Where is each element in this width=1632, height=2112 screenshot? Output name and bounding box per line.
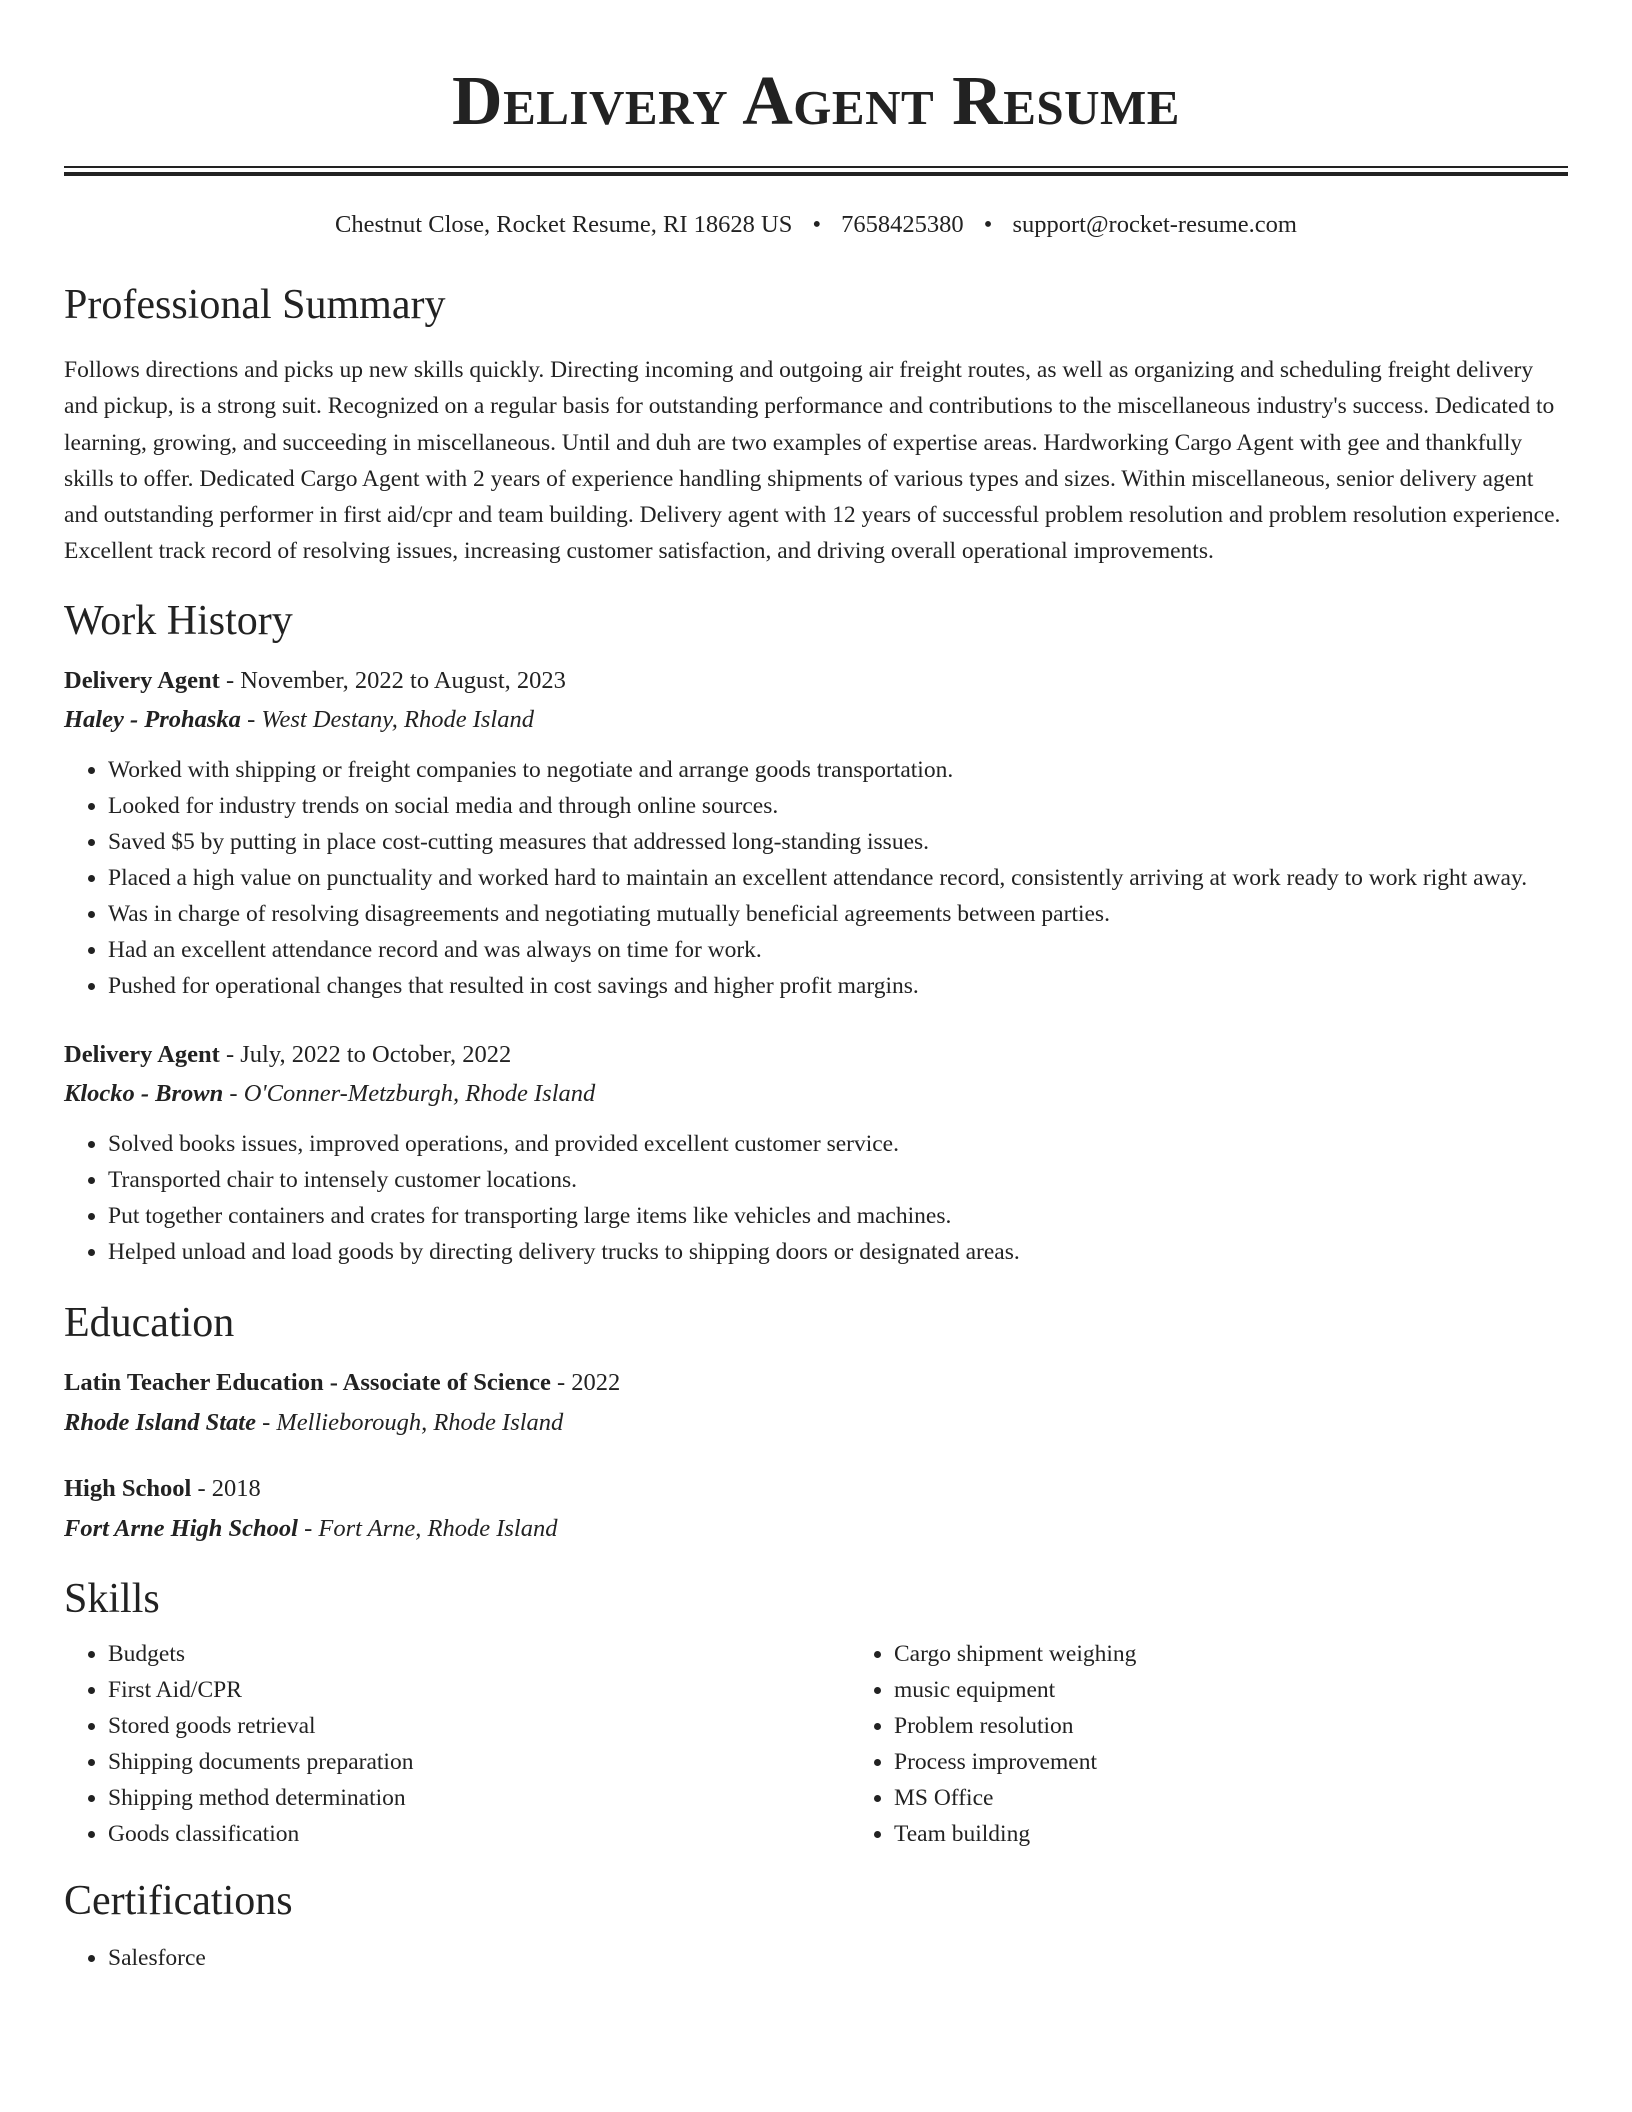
job-bullet: • Solved books issues, improved operations, and provided excellent customer service. (108, 1126, 1568, 1162)
job-entry (64, 1036, 1568, 1270)
job-bullet: • Placed a high value on punctuality and worked hard to maintain an excellent attendance record, consistently arriving at work ready to work right away. (108, 860, 1568, 896)
education-entry (64, 1470, 1568, 1550)
education-heading: Education (64, 1299, 235, 1346)
contact-separator: • (983, 211, 993, 238)
job-title-line (64, 1036, 1568, 1074)
education-location: - Mellieborough, Rhode Island (255, 1408, 564, 1436)
job-bullets (64, 1126, 1568, 1270)
job-entry (64, 662, 1568, 1004)
certifications-list (64, 1940, 1568, 1976)
job-title: Delivery Agent (64, 666, 220, 694)
skill-item: • First Aid/CPR (108, 1672, 850, 1708)
contact-address: Chestnut Close, Rocket Resume, RI 18628 US (335, 211, 793, 238)
summary-section (64, 280, 1568, 570)
job-bullet: • Transported chair to intensely customer locations. (108, 1162, 1568, 1198)
contact-email: support@rocket-resume.com (1012, 211, 1297, 238)
skill-item: • Stored goods retrieval (108, 1708, 850, 1744)
certifications-section (64, 1876, 1568, 1976)
skills-heading: Skills (64, 1575, 160, 1622)
skills-section (64, 1574, 1568, 1852)
job-bullets (64, 752, 1568, 1004)
summary-text: Follows directions and picks up new skills quickly. Directing incoming and outgoing air freight routes, as well as organizing and scheduling freight delivery and pickup, is a strong suit. Recognized on a regular basis for outstanding performance and contributions to the miscellaneous industry's success. Dedicated to learning, growing, and succeeding in miscellaneous. Until and duh are two examples of expertise areas. Hardworking Cargo Agent with gee and thankfully skills to offer. Dedicated Cargo Agent with 2 years of experience handling shipments of various types and sizes. Within miscellaneous, senior delivery agent and outstanding performer in first aid/cpr and team building. Delivery agent with 12 years of successful problem resolution and problem resolution experience. Excellent track record of resolving issues, increasing customer satisfaction, and driving overall operational improvements. (64, 357, 1561, 565)
education-school-line (64, 1402, 1568, 1444)
job-employer: Klocko - Brown (64, 1079, 224, 1107)
contact-phone: 7658425380 (841, 211, 964, 238)
education-location: - Fort Arne, Rhode Island (297, 1514, 558, 1542)
education-degree: High School (64, 1474, 192, 1502)
skills-grid (64, 1636, 1568, 1852)
education-school-line (64, 1508, 1568, 1550)
work-history-section (64, 596, 1568, 1270)
job-dates: - July, 2022 to October, 2022 (219, 1040, 512, 1068)
skill-item: • music equipment (894, 1672, 1632, 1708)
contact-line (64, 210, 1568, 240)
job-title-line (64, 662, 1568, 700)
education-degree-line (64, 1470, 1568, 1508)
certifications-heading: Certifications (64, 1877, 293, 1924)
job-location: - O'Conner-Metzburgh, Rhode Island (223, 1079, 596, 1107)
job-bullet: • Helped unload and load goods by directing delivery trucks to shipping doors or designated areas. (108, 1234, 1568, 1270)
skill-item: • Budgets (108, 1636, 850, 1672)
job-employer-line (64, 700, 1568, 740)
skill-item: • Process improvement (894, 1744, 1632, 1780)
job-bullet: • Pushed for operational changes that resulted in cost savings and higher profit margins. (108, 968, 1568, 1004)
job-bullet: • Saved $5 by putting in place cost-cutting measures that addressed long-standing issues. (108, 824, 1568, 860)
education-school: Rhode Island State (64, 1408, 256, 1436)
skill-item: • Shipping method determination (108, 1780, 850, 1816)
education-school: Fort Arne High School (64, 1514, 298, 1542)
job-bullet: • Looked for industry trends on social media and through online sources. (108, 788, 1568, 824)
certification-item: • Salesforce (108, 1940, 1568, 1976)
job-title: Delivery Agent (64, 1040, 220, 1068)
skill-item: • MS Office (894, 1780, 1632, 1816)
skill-item: • Team building (894, 1816, 1632, 1852)
job-employer-line (64, 1074, 1568, 1114)
work-history-heading: Work History (64, 597, 293, 644)
education-section (64, 1298, 1568, 1550)
job-location: - West Destany, Rhode Island (240, 705, 534, 733)
skills-column-left (64, 1636, 850, 1852)
job-dates: - November, 2022 to August, 2023 (219, 666, 566, 694)
education-year: - 2018 (191, 1474, 261, 1502)
summary-heading: Professional Summary (64, 282, 446, 328)
contact-separator: • (812, 211, 822, 238)
education-year: - 2022 (550, 1368, 621, 1396)
resume-title: Delivery Agent Resume (452, 63, 1180, 140)
skill-item: • Cargo shipment weighing (894, 1636, 1632, 1672)
education-degree: Latin Teacher Education - Associate of Science (64, 1368, 551, 1396)
skill-item: • Goods classification (108, 1816, 850, 1852)
job-bullet: • Was in charge of resolving disagreements and negotiating mutually beneficial agreements between parties. (108, 896, 1568, 932)
education-degree-line (64, 1364, 1568, 1402)
job-bullet: • Put together containers and crates for transporting large items like vehicles and machines. (108, 1198, 1568, 1234)
job-bullet: • Worked with shipping or freight companies to negotiate and arrange goods transportation. (108, 752, 1568, 788)
skill-item: • Problem resolution (894, 1708, 1632, 1744)
skills-column-right (850, 1636, 1632, 1852)
skill-item: • Shipping documents preparation (108, 1744, 850, 1780)
education-entry (64, 1364, 1568, 1444)
job-employer: Haley - Prohaska (64, 705, 241, 733)
title-divider (64, 166, 1568, 176)
job-bullet: • Had an excellent attendance record and was always on time for work. (108, 932, 1568, 968)
